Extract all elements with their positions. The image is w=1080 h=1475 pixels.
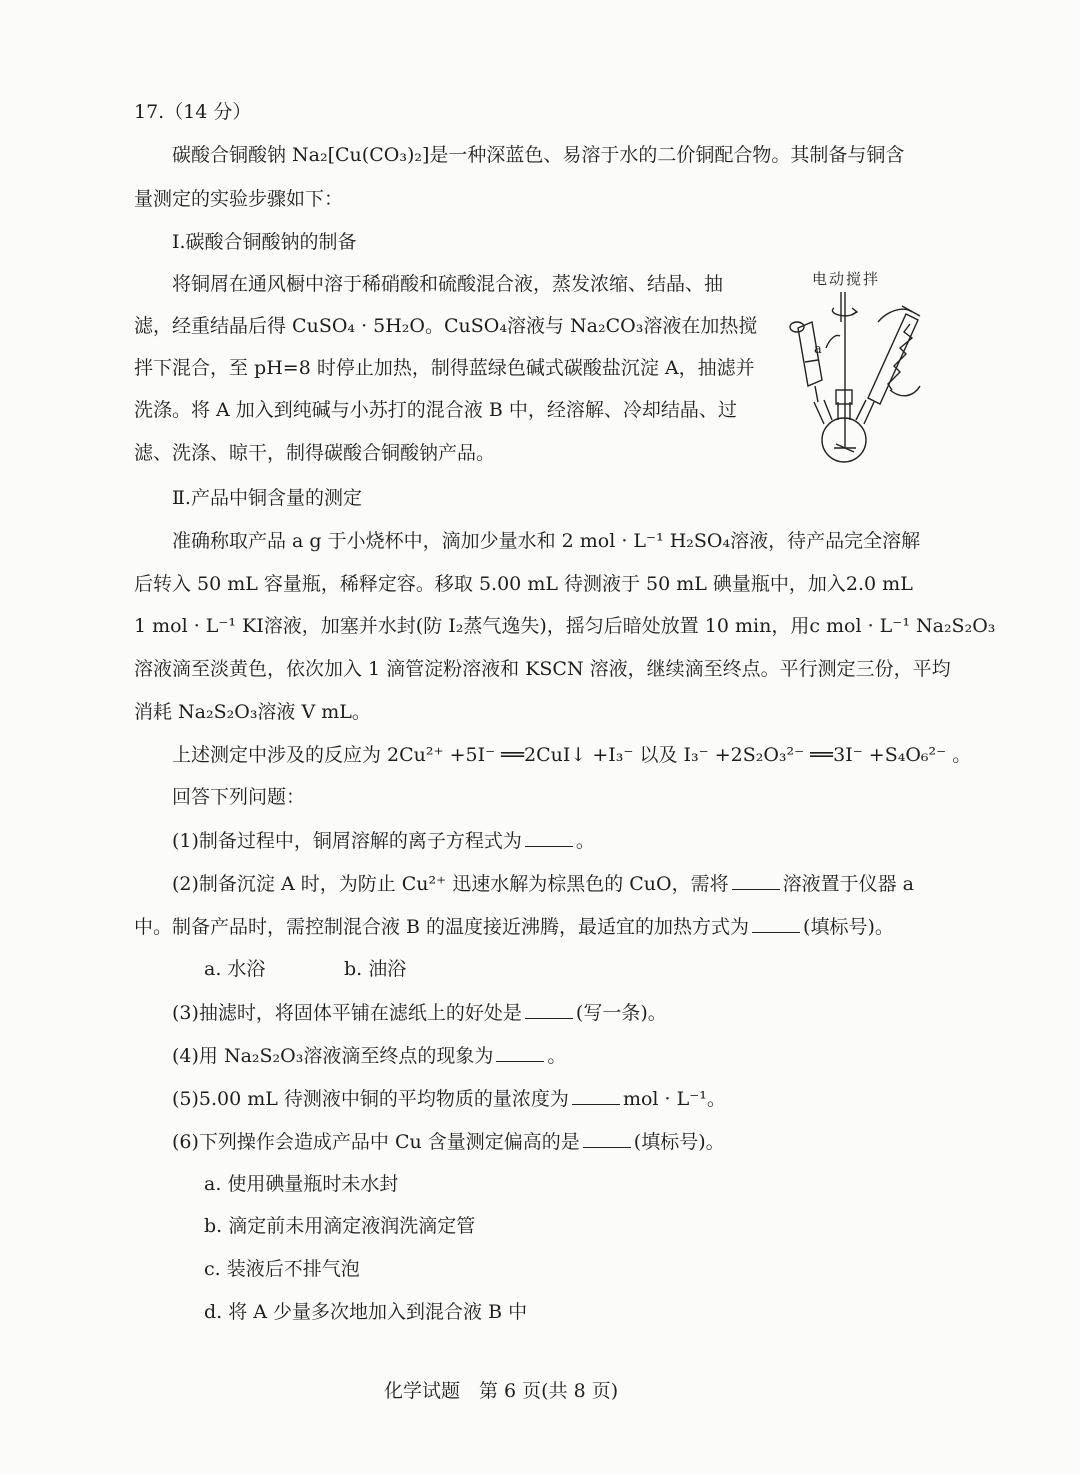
page-footer: 化学试题 第 6 页(共 8 页) [384, 1380, 619, 1402]
answer-prompt: 回答下列问题： [172, 786, 306, 808]
section1-line: 拌下混合，至 pH=8 时停止加热，制得蓝绿色碱式碳酸盐沉淀 A，抽滤并 [134, 357, 755, 379]
intro-line-2: 量测定的实验步骤如下： [134, 188, 344, 210]
question-6-option-d: d. 将 A 少量多次地加入到混合液 B 中 [204, 1301, 528, 1323]
intro-line-1: 碳酸合铜酸钠 Na₂[Cu(CO₃)₂]是一种深蓝色、易溶于水的二价铜配合物。其制备与铜含 [172, 144, 905, 166]
question-1: (1)制备过程中，铜屑溶解的离子方程式为 。 [172, 830, 595, 852]
section2-title: Ⅱ.产品中铜含量的测定 [172, 487, 362, 509]
question-2-line-1: (2)制备沉淀 A 时，为防止 Cu²⁺ 迅速水解为棕黑色的 CuO，需将 溶液置于仪器 a [172, 873, 914, 895]
round-bottom-flask [822, 418, 866, 462]
reaction-equations: 上述测定中涉及的反应为 2Cu²⁺ +5I⁻ ══2CuI↓ +I₃⁻ 以及 I₃⁻ +2S₂O₃²⁻ ══3I⁻ +S₄O₆²⁻ 。 [172, 744, 972, 766]
question-5: (5)5.00 mL 待测液中铜的平均物质的量浓度为 mol · L⁻¹。 [172, 1088, 726, 1110]
question-6-option-c: c. 装液后不排气泡 [204, 1258, 360, 1280]
question-header: 17.（14 分） [134, 101, 252, 123]
answer-blank[interactable] [496, 1043, 544, 1062]
apparatus-diagram [778, 262, 938, 472]
question-6: (6)下列操作会造成产品中 Cu 含量测定偏高的是 (填标号)。 [172, 1131, 725, 1153]
question-2-option-b: b. 油浴 [344, 958, 407, 980]
section2-line: 1 mol · L⁻¹ KI溶液，加塞并水封(防 I₂蒸气逸失)，摇匀后暗处放置 10 min，用c mol · L⁻¹ Na₂S₂O₃ [134, 615, 996, 637]
section1-line: 将铜屑在通风橱中溶于稀硝酸和硫酸混合液，蒸发浓缩、结晶、抽 [172, 273, 724, 295]
section1-line: 滤，经重结晶后得 CuSO₄ · 5H₂O。CuSO₄溶液与 Na₂CO₃溶液在加热搅 [134, 315, 758, 337]
answer-blank[interactable] [525, 828, 573, 847]
answer-blank[interactable] [732, 871, 780, 890]
diagram-label: 电动搅拌 [812, 270, 881, 288]
apparatus-svg [778, 262, 938, 472]
condenser [868, 314, 918, 404]
question-2-line-2: 中。制备产品时，需控制混合液 B 的温度接近沸腾，最适宜的加热方式为 (填标号)。 [134, 916, 894, 938]
question-3: (3)抽滤时，将固体平铺在滤纸上的好处是 (写一条)。 [172, 1002, 667, 1024]
section2-line: 后转入 50 mL 容量瓶，稀释定容。移取 5.00 mL 待测液于 50 mL 碘量瓶中，加入2.0 mL [134, 573, 913, 595]
answer-blank[interactable] [752, 914, 800, 933]
answer-blank[interactable] [525, 1000, 573, 1019]
section1-line: 洗涤。将 A 加入到纯碱与小苏打的混合液 B 中，经溶解、冷却结晶、过 [134, 399, 737, 421]
question-2-option-a: a. 水浴 [204, 958, 266, 980]
question-6-option-a: a. 使用碘量瓶时未水封 [204, 1173, 399, 1195]
section1-line: 滤、洗涤、晾干，制得碳酸合铜酸钠产品。 [134, 442, 496, 464]
section2-line: 消耗 Na₂S₂O₃溶液 V mL。 [134, 701, 371, 723]
section2-line: 溶液滴至淡黄色，依次加入 1 滴管淀粉溶液和 KSCN 溶液，继续滴至终点。平行测定三份，平均 [134, 658, 951, 680]
diagram-label-a: a [814, 342, 822, 357]
question-6-option-b: b. 滴定前未用滴定液润洗滴定管 [204, 1215, 476, 1237]
answer-blank[interactable] [572, 1086, 620, 1105]
question-4: (4)用 Na₂S₂O₃溶液滴至终点的现象为 。 [172, 1045, 567, 1067]
answer-blank[interactable] [583, 1129, 631, 1148]
section1-title: Ⅰ.碳酸合铜酸钠的制备 [172, 231, 357, 253]
section2-line: 准确称取产品 a g 于小烧杯中，滴加少量水和 2 mol · L⁻¹ H₂SO₄溶液，待产品完全溶解 [172, 530, 921, 552]
